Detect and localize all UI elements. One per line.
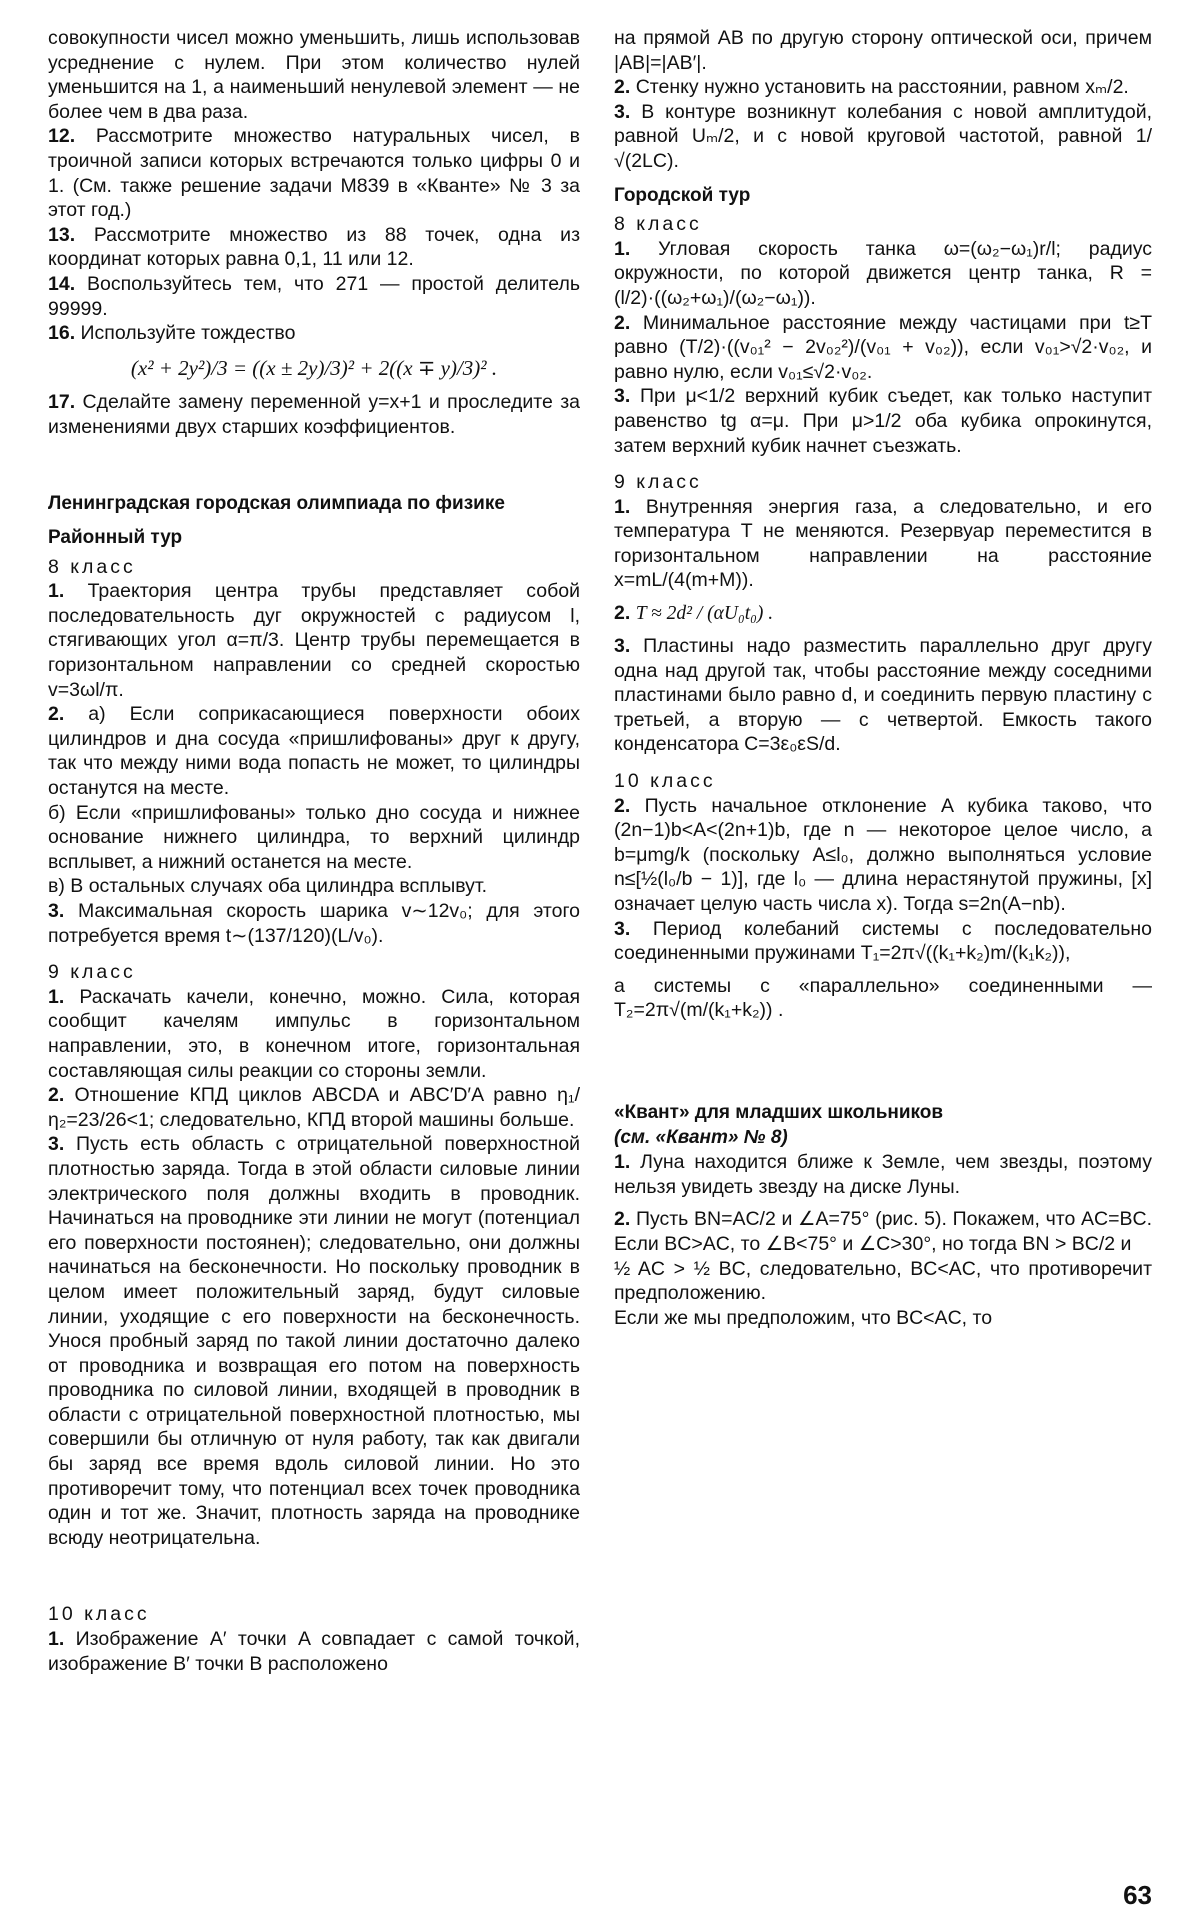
tour-title: Городской тур xyxy=(614,184,751,206)
answer-text: Стенку нужно установить на расстоянии, равном xₘ/2. xyxy=(635,76,1129,99)
hint-13 xyxy=(48,223,580,272)
answer-text: Отношение КПД циклов ABCDA и ABC′D′A равно η₁/η₂=23/26<1; следовательно, КПД второй машины больше. xyxy=(48,1084,580,1131)
answer-9-3 xyxy=(48,1132,580,1550)
paragraph: совокупности чисел можно уменьшить, лишь использовав усреднение с нулем. При этом количество нулей уменьшится на 1, а наименьший ненулевой элемент — не более чем в два раза. xyxy=(48,27,580,123)
item-number: 3. xyxy=(614,100,631,123)
city-10-3b: а системы с «параллельно» соединенными — T₂=2π√(m/(k₁+k₂)) . xyxy=(614,974,1152,1022)
city-10-3 xyxy=(614,917,1152,966)
item-number: 13. xyxy=(48,223,76,246)
grade-heading: 10 класс xyxy=(614,770,716,793)
item-number: 1. xyxy=(48,1628,65,1651)
item-number: 2. xyxy=(614,311,631,334)
answer-9-1 xyxy=(48,985,580,1083)
answer-9-2 xyxy=(48,1083,580,1132)
city-8-2 xyxy=(614,311,1152,385)
city-8-3 xyxy=(614,384,1152,458)
item-number: 3. xyxy=(48,900,65,922)
item-number: 1. xyxy=(614,495,631,518)
answer-10-1-cont: на прямой AB по другую сторону оптической оси, причем |AB|=|AB′|. xyxy=(614,27,1152,74)
answer-8-2c: в) В остальных случаях оба цилиндра всплывут. xyxy=(48,875,488,898)
answer-text: Изображение A′ точки A совпадает с самой точкой, изображение B′ точки B расположено xyxy=(48,1628,580,1675)
item-number: 16. xyxy=(48,322,76,345)
identity-formula: (x² + 2y²)/3 = ((x ± 2y)/3)² + 2((x ∓ y)/3)² . xyxy=(130,355,498,380)
hint-14 xyxy=(48,272,580,321)
kvant-answer-1 xyxy=(614,1150,1152,1199)
city-9-1 xyxy=(614,495,1152,593)
answer-text: При μ<1/2 верхний кубик съедет, как только наступит равенство tg α=μ. При μ>1/2 оба кубика опрокинутся, затем верхний кубик начнет съезжать. xyxy=(614,385,1153,457)
answer-text: Пластины надо разместить параллельно друг другу одна над другой так, чтобы расстояние между соседними пластинами было равно d, и соединить первую пластину с третьей, а вторую — с четвертой. Емкость такого конденсатора C=3ε₀εS/d. xyxy=(614,635,1152,756)
city-8-1 xyxy=(614,237,1152,311)
item-number: 2. xyxy=(614,76,631,99)
hint-text: Сделайте замену переменной y=x+1 и проследите за изменениями двух старших коэффициентов. xyxy=(48,391,581,438)
hint-text: Рассмотрите множество натуральных чисел, в троичной записи которых встречаются только цифры 0 и 1. (См. также решение задачи М839 в «Кванте» № 3 за этот год.) xyxy=(48,125,580,222)
item-number: 2. xyxy=(614,1208,631,1231)
answer-10-3 xyxy=(614,100,1152,174)
city-9-3 xyxy=(614,634,1152,757)
grade-heading: 10 класс xyxy=(48,1603,150,1626)
item-number: 1. xyxy=(48,580,65,603)
item-number: 1. xyxy=(614,237,631,260)
kvant-answer-2 xyxy=(614,1207,1152,1256)
answer-text: В контуре возникнут колебания с новой амплитудой, равной Uₘ/2, и с новой круговой частотой, равной 1/√(2LC). xyxy=(614,100,1153,172)
city-9-2 xyxy=(614,593,773,634)
item-number: 2. xyxy=(614,794,631,817)
answer-text: Пусть есть область с отрицательной поверхностной плотностью заряда. Тогда в этой области силовые линии электрического поля должны входить в проводник. Начинаться на проводнике эти линии не могут (потенциал его поверхности постоянен); следовательно, они должны начинаться на бесконечности. Но поскольку проводник в целом имеет положительный заряд, будут силовые линии, уходящие с его поверхности на бесконечность. Унося пробный заряд по такой линии достаточно далеко от проводника и возвращая его потом на поверхность проводника по силовой линии, входящей в проводник в области с отрицательной поверхностной плотностью, мы совершили бы отличную от нуля работу, так как двигали бы заряд все время вдоль силовой линии. Но это противоречит тому, что потенциал всех точек проводника один и тот же. Значит, плотность заряда на проводнике всюду неотрицательна. xyxy=(48,1133,581,1549)
kvant-section-title: «Квант» для младших школьников xyxy=(614,1101,944,1123)
item-number: 2. xyxy=(48,1084,65,1107)
answer-text: Внутренняя энергия газа, а следовательно, и его температура T не меняются. Резервуар переместится в горизонтальном направлении на расстояние x=mL/(4(m+M)). xyxy=(614,495,1152,592)
item-number: 1. xyxy=(48,985,65,1008)
hint-text: Воспользуйтесь тем, что 271 — простой делитель 99999. xyxy=(48,272,581,320)
answer-text: Минимальное расстояние между частицами при t≥T равно (T/2)·((v₀₁² − 2v₀₂²)/(v₀₁ + v₀₂)), если v₀₁>√2·v₀₂, и равно нулю, если v₀₁≤√2·v₀₂. xyxy=(614,311,1152,383)
tour-title: Районный тур xyxy=(48,527,183,549)
answer-10-2 xyxy=(614,75,1152,100)
answer-text: Период колебаний системы с последовательно соединенными пружинами T₁=2π√((k₁+k₂)m/(k₁k₂)), xyxy=(614,917,1152,965)
hint-text: Рассмотрите множество из 88 точек, одна из координат которых равна 0,1, 11 или 12. xyxy=(48,223,581,271)
hint-text: Используйте тождество xyxy=(80,322,296,345)
right-column xyxy=(614,26,1152,1330)
kvant-reference: (см. «Квант» № 8) xyxy=(614,1126,788,1148)
answer-8-1 xyxy=(48,579,580,702)
formula-text: T ≈ 2d² / (αU₀t₀) . xyxy=(635,603,774,625)
item-number: 2. xyxy=(48,703,65,726)
answer-8-2 xyxy=(48,702,580,800)
left-column xyxy=(48,26,580,1676)
answer-text: Луна находится ближе к Земле, чем звезды, поэтому нельзя увидеть звезду на диске Луны. xyxy=(614,1151,1152,1198)
answer-text: Траектория центра трубы представляет собой последовательность дуг окружностей с радиусом l, стягивающих угол α=π/3. Центр трубы перемещается в горизонтальном направлении со средней скоростью v=3ωl/π. xyxy=(48,580,580,701)
grade-heading: 9 класс xyxy=(614,471,702,494)
answer-8-3 xyxy=(48,899,580,948)
city-10-2 xyxy=(614,794,1152,917)
item-number: 14. xyxy=(48,272,76,295)
item-number: 12. xyxy=(48,125,76,148)
answer-text: Раскачать качели, конечно, можно. Сила, которая сообщит качелям импульс в горизонтальном направлении, это, в конечном итоге, горизонтальная составляющая силы реакции со стороны земли. xyxy=(48,985,580,1082)
section-title: Ленинградская городская олимпиада по физике xyxy=(48,492,505,514)
grade-heading: 9 класс xyxy=(48,961,136,984)
grade-heading: 8 класс xyxy=(48,555,136,578)
page-number: 63 xyxy=(1123,1880,1152,1910)
item-number: 2. xyxy=(614,602,631,625)
item-number: 3. xyxy=(614,385,631,408)
item-number: 3. xyxy=(614,635,631,658)
answer-text: а) Если соприкасающиеся поверхности обоих цилиндров и дна сосуда «пришлифованы» друг к другу, так что между ними вода попасть не может, то цилиндры останутся на месте. xyxy=(48,703,580,800)
hint-16 xyxy=(48,321,580,346)
kvant-answer-2c: Если же мы предположим, что BC<AC, то xyxy=(614,1306,993,1329)
hint-12 xyxy=(48,124,580,222)
answer-8-2b: б) Если «пришлифованы» только дно сосуда и нижнее основание нижнего цилиндра, то верхний цилиндр всплывет, а нижний останется на месте. xyxy=(48,801,580,873)
kvant-answer-2b: ½ AC > ½ BC, следовательно, BC<AC, что противоречит предположению. xyxy=(614,1257,1152,1305)
item-number: 3. xyxy=(614,917,631,940)
answer-text: Пусть BN=AC/2 и ∠A=75° (рис. 5). Покажем, что AC=BC. Если BC>AC, то ∠B<75° и ∠C>30°, но тогда BN > BC/2 и xyxy=(614,1208,1152,1255)
grade-heading: 8 класс xyxy=(614,213,702,236)
answer-text: Максимальная скорость шарика v∼12v₀; для этого потребуется время t∼(137/120)(L/v₀). xyxy=(48,900,580,947)
answer-10-1 xyxy=(48,1627,580,1676)
answer-text: Пусть начальное отклонение A кубика таково, что (2n−1)b<A<(2n+1)b, где n — некоторое целое число, а b=μmg/k (поскольку A≤l₀, должно выполняться условие n≤[½(l₀/b − 1)], где l₀ — длина нерастянутой пружины, [x] означает целую часть числа x). Тогда s=2n(A−nb). xyxy=(614,794,1152,915)
answer-text: Угловая скорость танка ω=(ω₂−ω₁)r/l; радиус окружности, по которой движется центр танка, R = (l/2)·((ω₂+ω₁)/(ω₂−ω₁)). xyxy=(614,237,1152,309)
item-number: 17. xyxy=(48,391,76,414)
item-number: 3. xyxy=(48,1133,65,1156)
item-number: 1. xyxy=(614,1151,631,1174)
hint-17 xyxy=(48,390,580,439)
